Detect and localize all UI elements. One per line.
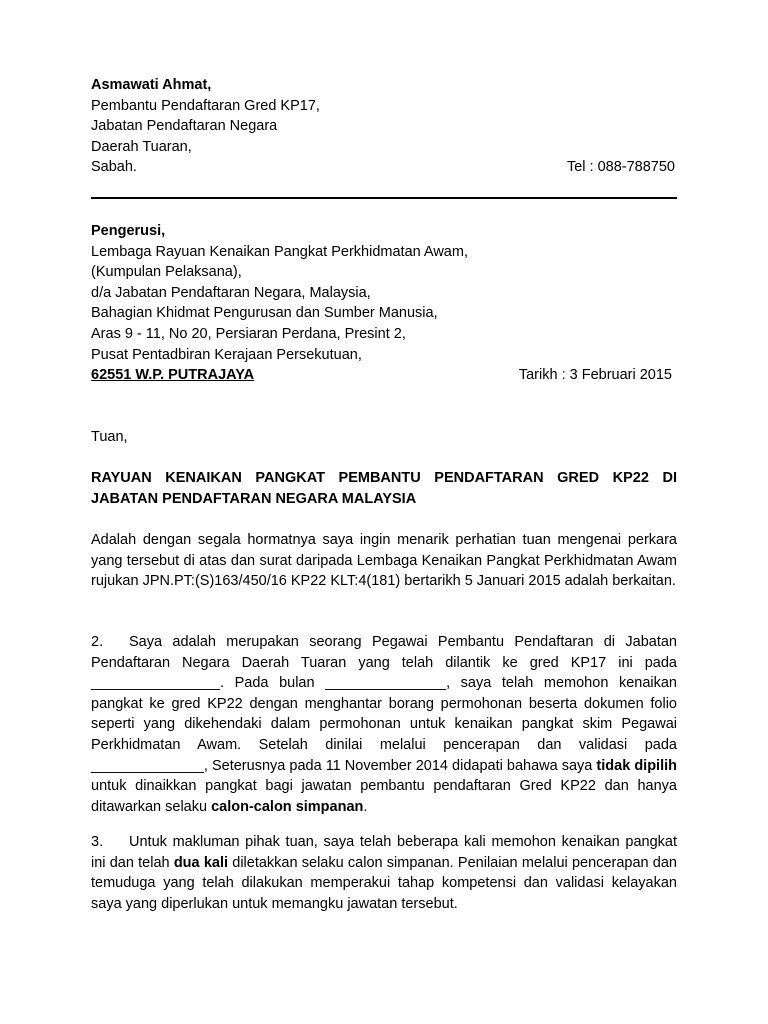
sender-line: Pembantu Pendaftaran Gred KP17,	[91, 97, 320, 114]
sender-line: Daerah Tuaran,	[91, 138, 192, 155]
recipient-address	[91, 221, 677, 386]
paragraph-2-text: Saya adalah merupakan seorang Pegawai Pembantu Pendaftaran di Jabatan Pendaftaran Negara Daerah Tuaran yang telah dilantik ke gred KP17 ini pada ________________. Pada bulan _______________, saya telah memohon kenaikan pangkat ke gred KP22 dengan menghantar borang permohonan beserta dokumen folio seperti yang dikehendaki dalam permohonan untuk kenaikan pangkat skim Pegawai Perkhidmatan Awam. Setelah dinilai melalui pencerapan dan validasi pada ______________, Seterusnya pada 11 November 2014 didapati bahawa saya	[91, 634, 677, 774]
paragraph-3-number: 3.	[91, 834, 104, 850]
salutation-block	[91, 427, 677, 448]
sender-tel: Tel : 088-788750	[566, 159, 675, 176]
salutation: Tuan,	[91, 429, 128, 445]
recipient-line: Lembaga Rayuan Kenaikan Pangkat Perkhidmatan Awam,	[91, 243, 468, 260]
paragraph-2	[91, 632, 677, 817]
sender-name: Asmawati Ahmat,	[91, 77, 212, 93]
sender-line: Sabah.	[91, 159, 137, 176]
paragraph-2-emphasis-not-selected: tidak dipilih	[596, 757, 678, 774]
sender-line: Jabatan Pendaftaran Negara	[91, 118, 278, 135]
recipient-line: Aras 9 - 11, No 20, Persiaran Perdana, Presint 2,	[91, 325, 406, 342]
subject-heading	[91, 468, 677, 509]
recipient-line: Pusat Pentadbiran Kerajaan Persekutuan,	[91, 346, 362, 363]
sender-address	[91, 75, 677, 178]
recipient-line: d/a Jabatan Pendaftaran Negara, Malaysia,	[91, 284, 371, 301]
recipient-postcode-city: 62551 W.P. PUTRAJAYA	[91, 367, 255, 384]
paragraph-3-text: diletakkan selaku calon simpanan. Penilaian melalui pencerapan dan temuduga yang telah dilakukan memperakui tahap kompetensi dan validasi kelayakan saya yang diperlukan untuk memangku jawatan tersebut.	[91, 854, 677, 912]
sender-last-row	[91, 157, 677, 178]
subject-line-1: RAYUAN KENAIKAN PANGKAT PEMBANTU PENDAFTARAN GRED KP22 DI	[91, 470, 677, 486]
paragraph-2-number: 2.	[91, 634, 104, 650]
paragraph-2-emphasis-reserve-candidates: calon-calon simpanan	[211, 798, 364, 815]
recipient-line: Bahagian Khidmat Pengurusan dan Sumber Manusia,	[91, 305, 438, 322]
paragraph-2-text: .	[363, 798, 368, 815]
paragraph-3	[91, 832, 677, 914]
recipient-last-row	[91, 365, 677, 386]
recipient-title: Pengerusi,	[91, 223, 166, 239]
paragraph-3-text: Untuk makluman pihak tuan, saya telah beberapa kali memohon kenaikan pangkat ini dan telah	[91, 834, 677, 871]
subject-line-2: JABATAN PENDAFTARAN NEGARA MALAYSIA	[91, 490, 417, 507]
recipient-line: (Kumpulan Pelaksana),	[91, 264, 242, 281]
paragraph-3-emphasis-twice: dua kali	[173, 854, 229, 871]
paragraph-2-text: untuk dinaikkan pangkat bagi jawatan pembantu pendaftaran Gred KP22 dan hanya ditawarkan selaku	[91, 778, 677, 815]
header-divider	[91, 197, 677, 199]
paragraph-1: Adalah dengan segala hormatnya saya ingin menarik perhatian tuan mengenai perkara yang tersebut di atas dan surat daripada Lembaga Kenaikan Pangkat Perkhidmatan Awam rujukan JPN.PT:(S)163/450/16 KP22 KLT:4(181) bertarikh 5 Januari 2015 adalah berkaitan.	[91, 532, 677, 590]
letter-date: Tarikh : 3 Februari 2015	[518, 367, 672, 384]
